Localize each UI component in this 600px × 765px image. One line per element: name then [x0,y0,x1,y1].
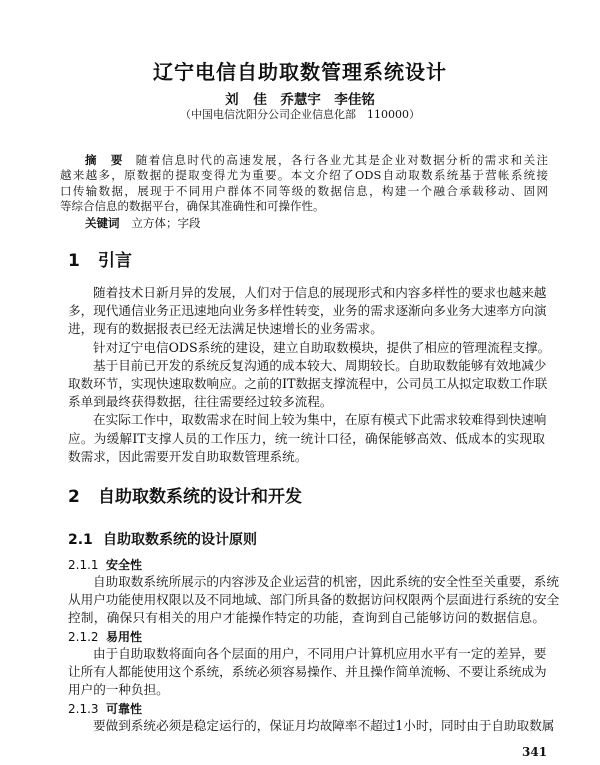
section-2-1-3-heading: 2.1.3 可靠性 [68,702,143,716]
body-line: 用户的一种负担。 [68,682,169,698]
abstract-line: 摘 要 随着信息时代的高速发展，各行各业尤其是企业对数据分析的需求和关注 [85,153,548,167]
abstract-line: 越来越多，原数据的提取变得尤为重要。本文介绍了ODS自动取数系统基于营帐系统接 [60,168,548,183]
section-2-1-1-body [68,573,560,628]
section-2-1-heading: 2.1 自助取数系统的设计原则 [68,532,257,548]
abstract-line: 等综合信息的数据平台，确保其准确性和可操作性。 [60,198,325,213]
section-2-heading: 2 自助取数系统的设计和开发 [68,487,302,507]
body-line: 在实际工作中，取数需求在时间上较为集中，在原有模式下此需求较难得到快速响 [93,412,547,428]
section-2-1-2-heading: 2.1.2 易用性 [68,630,143,644]
body-line: 多，现代通信业务正迅速地向业务多样性转变，业务的需求逐渐向多业务大速率方向演 [68,303,547,319]
body-line: 取数环节，实现快速取数响应。之前的IT数据支撑流程中，公司员工从拟定取数工作联 [68,376,548,392]
body-line: 自助取数系统所展示的内容涉及企业运营的机密，因此系统的安全性至关重要，系统 [93,574,559,589]
abstract-label: 摘 要 [85,153,124,167]
body-line: 基于目前已开发的系统反复沟通的成本较大、周期较长。自助取数能够有效地减少 [93,357,547,373]
keywords-value: 立方体；字段 [131,216,201,231]
body-line: 控制，确保只有相关的用户才能操作特定的功能，查询到自己能够访问的数据信息。 [68,610,545,626]
section-1-body [68,284,551,466]
keywords [60,216,548,231]
keywords-label: 关键词 [85,216,120,231]
body-line: 应。为缓解IT支撑人员的工作压力，统一统计口径，确保能够高效、低成本的实现取 [68,430,545,446]
affiliation: （中国电信沈阳分公司企业信息化部 110000） [180,108,420,121]
abstract [60,153,548,231]
authors: 刘 佳 乔慧宇 李佳铭 [225,92,375,108]
body-line: 针对辽宁电信ODS系统的建设，建立自助取数模块，提供了相应的管理流程支撑。 [93,339,551,355]
section-1-heading: 1 引言 [68,251,132,271]
body-line: 进，现有的数据报表已经无法满足快速增长的业务需求。 [68,321,383,337]
body-line: 让所有人都能使用这个系统，系统必须容易操作、并且操作简单流畅、不要让系统成为 [68,664,547,680]
body-line: 系单到最终获得数据，往往需要经过较多流程。 [68,394,333,410]
body-line: 数需求，因此需要开发自助取数管理系统。 [68,448,308,464]
page-number: 341 [522,745,548,759]
body-line: 要做到系统必须是稳定运行的，保证月均故障率不超过1小时，同时由于自助取数属 [93,718,555,733]
paper-title: 辽宁电信自助取数管理系统设计 [153,60,447,84]
abstract-line: 口传输数据，展现于不同用户群体不同等级的数据信息，构建一个融合承载移动、固网 [60,183,548,198]
body-line: 从用户功能使用权限以及不同地域、部门所具备的数据访问权限两个层面进行系统的安全 [68,592,560,608]
section-2-1-3-body [68,717,555,735]
section-2-1-1-heading: 2.1.1 安全性 [68,558,143,572]
body-line: 随着技术日新月异的发展，人们对于信息的展现形式和内容多样性的要求也越来越 [93,285,547,300]
body-line: 由于自助取数将面向各个层面的用户，不同用户计算机应用水平有一定的差异，要 [93,646,547,661]
section-2-1-2-body [68,645,545,700]
